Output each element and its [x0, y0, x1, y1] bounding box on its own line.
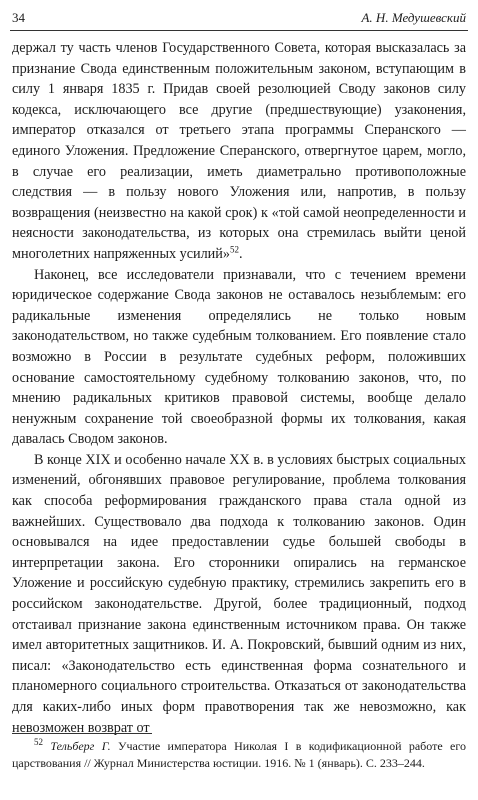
paragraph-3: В конце XIX и особенно начале XX в. в условиях быстрых социальных изменений, обгонявших правовое регулирование, проблема толкования как способа реформирования гражданского права стала одной из важнейших. Существовало два подхода к толкованию законов. Один основывался на идее предоставлении судье большей свободы в интерпретации закона. Его сторонники опирались на германское Уложение и российскую судебную практику, стремились закрепить его в российском законодательстве. Другой, более традиционный, подход отстаивал признание закона единственным источником права. Он также имел авторитетных защитников. И. А. Покровский, бывший одним из них, писал: «Законодательство есть единственная форма сознательного и планомерного социального строительства. Отказаться от законодательства для каких-либо иных форм правотворения так же невозможно, как невозможен возврат от [12, 451, 466, 736]
paragraph-1-text: держал ту часть членов Государственного Совета, которая высказалась за признание Свода единственным положительным законом, вступающим в силу 1 января 1835 г. Придав своей резолюцией Своду законов силу кодекса, исключающего все другие (предшествующие) узаконения, император отказался от третьего этапа программы Сперанского — единого Уложения. Предложение Сперанского, отвергнутое царем, могло, в случае его реализации, иметь диаметрально противоположные следствия — в пользу нового Уложения или, напротив, в пользу возвращения (неизвестно на какой срок) к «той самой неопределенности и неясности законодательства, из которых она стремилась выйти ценой многолетних напряженных усилий» [12, 40, 466, 262]
footnote-reference[interactable]: 52 [229, 244, 239, 255]
paragraph-2: Наконец, все исследователи признавали, что с течением времени юридическое содержание Свода законов не оставалось незыблемым: его радикальные изменения определялись не только новым законодательством, но также судебным толкованием. Его появление стало возможно в России в результате судебных реформ, положивших основание самостоятельному судебному толкованию законов, что, по мнению радикальных критиков правовой системы, вообще делало ненужным сохранение той своеобразной формы их толкования, какая давалась Сводом законов. [12, 266, 466, 448]
page-number: 34 [12, 10, 25, 25]
footnote-number: 52 [34, 737, 43, 747]
page-header [10, 7, 466, 29]
paragraph-1 [12, 38, 466, 265]
footnote-text: Участие императора Николая I в кодификационной работе его царствования // Журнал Министерства юстиции. 1916. № 1 (январь). С. 233–244. [12, 739, 466, 770]
header-rule [10, 30, 468, 31]
footnote-52 [12, 738, 466, 772]
running-head-author: А. Н. Медушевский [361, 10, 466, 25]
footnote-separator [12, 733, 152, 734]
footnote-author: Тельберг Г. [50, 739, 111, 753]
paragraph-1-end: . [238, 245, 243, 262]
main-text [12, 38, 466, 738]
